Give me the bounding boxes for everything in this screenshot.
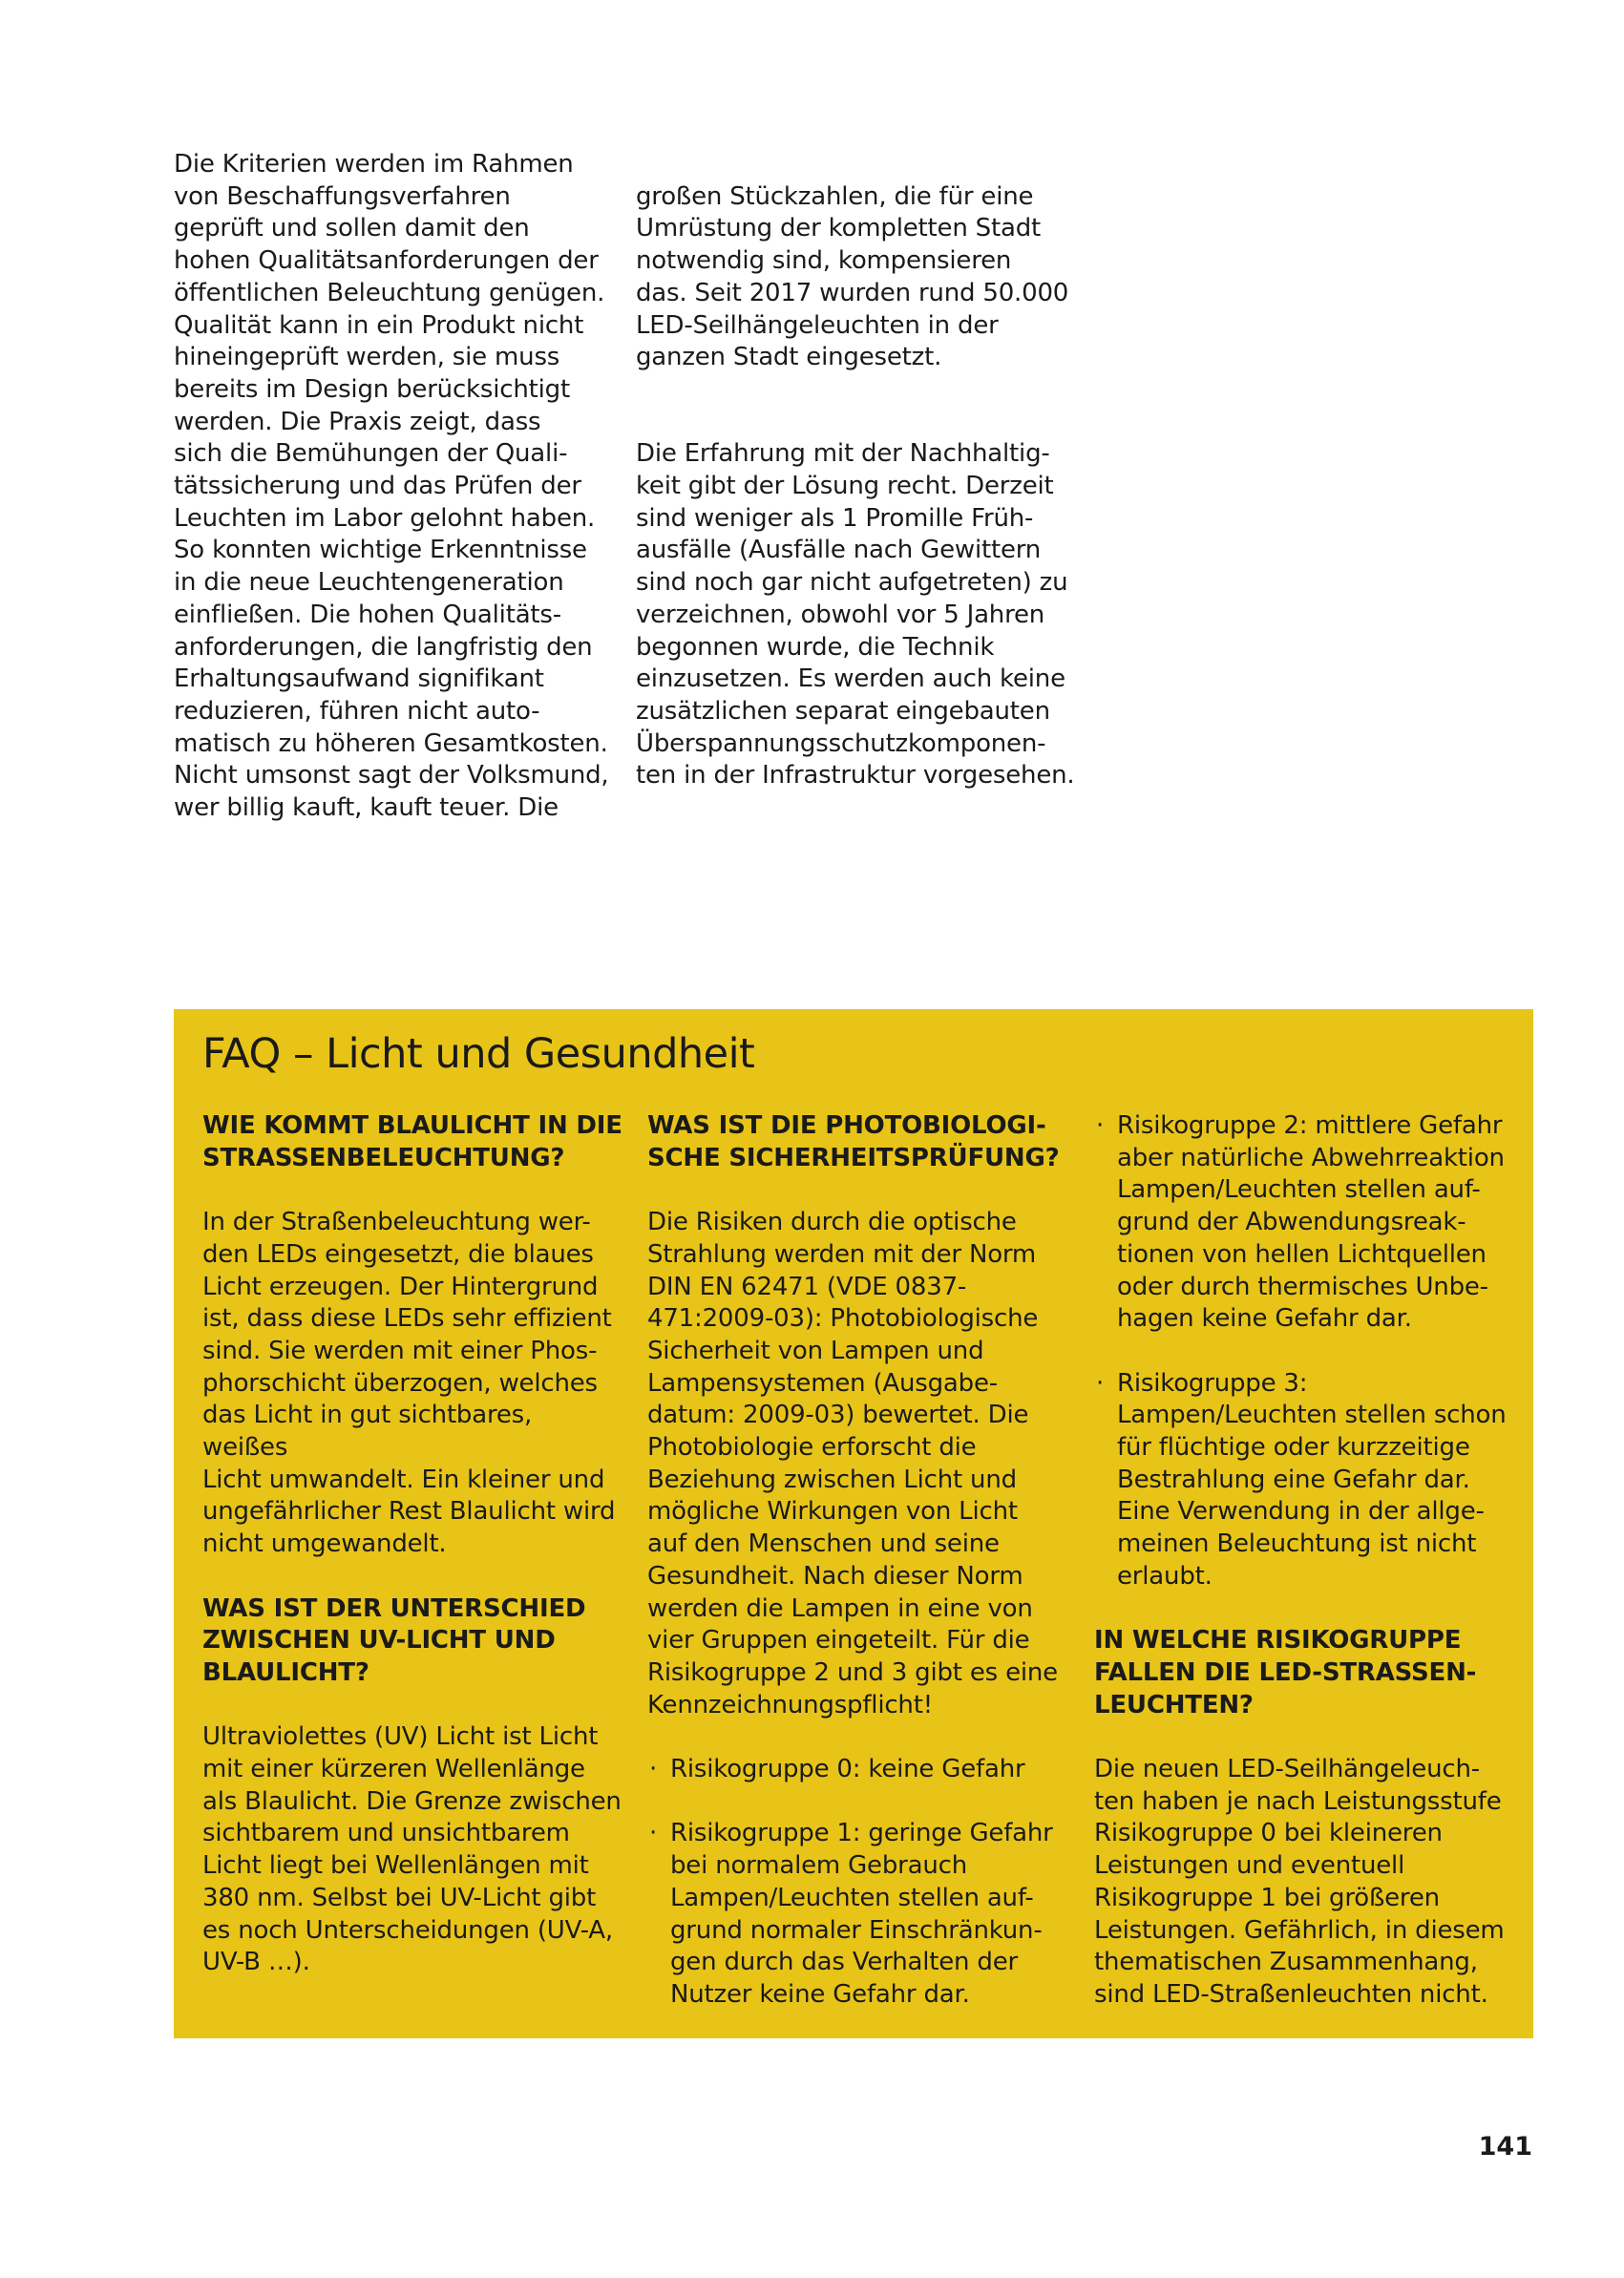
list-item-text: Risikogruppe 0: keine Gefahr — [670, 1755, 1025, 1784]
faq-column-1 — [202, 1110, 622, 2012]
list-item-text: Risikogruppe 1: geringe Gefahr bei normalem Gebrauch Lampen/Leuchten stellen auf- grund normaler Einschränkun- gen durch das Verhalten der Nutzer keine Gefahr dar. — [670, 1819, 1053, 2009]
risk-group-list — [647, 1754, 1067, 2012]
faq-answer: Die neuen LED-Seilhängeleuch- ten haben je nach Leistungsstufe Risikogruppe 0 bei kleineren Leistungen und eventuell Risikogruppe 1 bei größeren Leistungen. Gefährlich, in diesem thematischen Zusammenhang, sind LED-Straßenleuchten nicht. — [1094, 1755, 1505, 2009]
intro-left-column: Die Kriterien werden im Rahmen von Beschaffungsverfahren geprüft und sollen damit den hohen Qualitätsanforderungen der öffentlichen Beleuchtung genügen. Qualität kann in ein Produkt nicht hineingeprüft werden, sie muss bereits im Design berücksichtigt werden. Die Praxis zeigt, dass sich die Bemühungen der Quali- tätssicherung und das Prüfen der Leuchten im Labor gelohnt haben. So konnten wichtige Erkenntnisse in die neue Leuchtengeneration einfließen. Die hohen Qualitäts- anforderungen, die langfristig den Erhaltungsaufwand signifikant reduzieren, führen nicht auto- matisch zu höheren Gesamtkosten. Nicht umsonst sagt der Volksmund, wer billig kauft, kauft teuer. Die — [174, 150, 609, 823]
bullet-icon: · — [649, 1819, 658, 1848]
bullet-icon: · — [1096, 1368, 1105, 1398]
list-item — [647, 1754, 1067, 1786]
faq-question: IN WELCHE RISIKOGRUPPE FALLEN DIE LED-STRASSEN- LEUCHTEN? — [1094, 1626, 1477, 1719]
intro-paragraph: großen Stückzahlen, die für eine Umrüstung der kompletten Stadt notwendig sind, kompensieren das. Seit 2017 wurden rund 50.000 LED-Seilhängeleuchten in der ganzen Stadt eingesetzt. — [636, 181, 1069, 372]
risk-group-list — [1094, 1110, 1514, 1593]
faq-answer: Ultraviolettes (UV) Licht ist Licht mit einer kürzeren Wellenlänge als Blaulicht. Die Grenze zwischen sichtbarem und unsichtbarem Licht liegt bei Wellenlängen mit 380 nm. Selbst bei UV-Licht gibt es noch Unterscheidungen (UV-A, UV-B …). — [202, 1722, 622, 1977]
faq-question: WAS IST DER UNTERSCHIED ZWISCHEN UV-LICHT UND BLAULICHT? — [202, 1593, 586, 1687]
list-item — [1094, 1110, 1514, 1336]
faq-answer: In der Straßenbeleuchtung wer- den LEDs eingesetzt, die blaues Licht erzeugen. Der Hintergrund ist, dass diese LEDs sehr effizient sind. Sie werden mit einer Phos- phorschicht überzogen, welches das Licht in gut sichtbares, weißes Licht umwandelt. Ein kleiner und ungefährlicher Rest Blaulicht wird nicht umgewandelt. — [202, 1208, 616, 1559]
page-number: 141 — [1478, 2132, 1532, 2162]
list-item-text: Risikogruppe 2: mittlere Gefahr aber natürliche Abwehrreaktion Lampen/Leuchten stellen auf- grund der Abwendungsreak- tionen von hellen Lichtquellen oder durch thermisches Unbe- hagen keine Gefahr dar. — [1117, 1111, 1505, 1334]
faq-question: WAS IST DIE PHOTOBIOLOGI- SCHE SICHERHEITSPRÜFUNG? — [647, 1111, 1060, 1172]
bullet-icon: · — [1096, 1111, 1105, 1140]
bullet-icon: · — [649, 1755, 658, 1784]
faq-title: FAQ – Licht und Gesundheit — [202, 1030, 755, 1078]
intro-paragraph: Die Erfahrung mit der Nachhaltig- keit gibt der Lösung recht. Derzeit sind weniger als 1 Promille Früh- ausfälle (Ausfälle nach Gewittern sind noch gar nicht aufgetreten) zu verzeichnen, obwohl vor 5 Jahren begonnen wurde, die Technik einzusetzen. Es werden auch keine zusätzlichen separat eingebauten Überspannungsschutzkomponen- ten in der Infrastruktur vorgesehen. — [636, 439, 1075, 791]
list-item — [647, 1818, 1067, 2011]
intro-right-column — [636, 149, 1085, 825]
faq-column-3 — [1094, 1110, 1514, 2043]
faq-question: WIE KOMMT BLAULICHT IN DIE STRASSENBELEUCHTUNG? — [202, 1111, 622, 1172]
list-item-text: Risikogruppe 3: Lampen/Leuchten stellen schon für flüchtige oder kurzzeitige Bestrahlung eine Gefahr dar. Eine Verwendung in der allge- meinen Beleuchtung ist nicht erlaubt. — [1117, 1368, 1507, 1591]
list-item — [1094, 1368, 1514, 1593]
faq-answer: Die Risiken durch die optische Strahlung werden mit der Norm DIN EN 62471 (VDE 0837- 471:2009-03): Photobiologische Sicherheit von Lampen und Lampensystemen (Ausgabe- datum: 2009-03) bewertet. Die Photobiologie erforscht die Beziehung zwischen Licht und mögliche Wirkungen von Licht auf den Menschen und seine Gesundheit. Nach dieser Norm werden die Lampen in eine von vier Gruppen eingeteilt. Für die Risikogruppe 2 und 3 gibt es eine Kennzeichnungspflicht! — [647, 1208, 1058, 1719]
faq-column-2 — [647, 1110, 1067, 2043]
